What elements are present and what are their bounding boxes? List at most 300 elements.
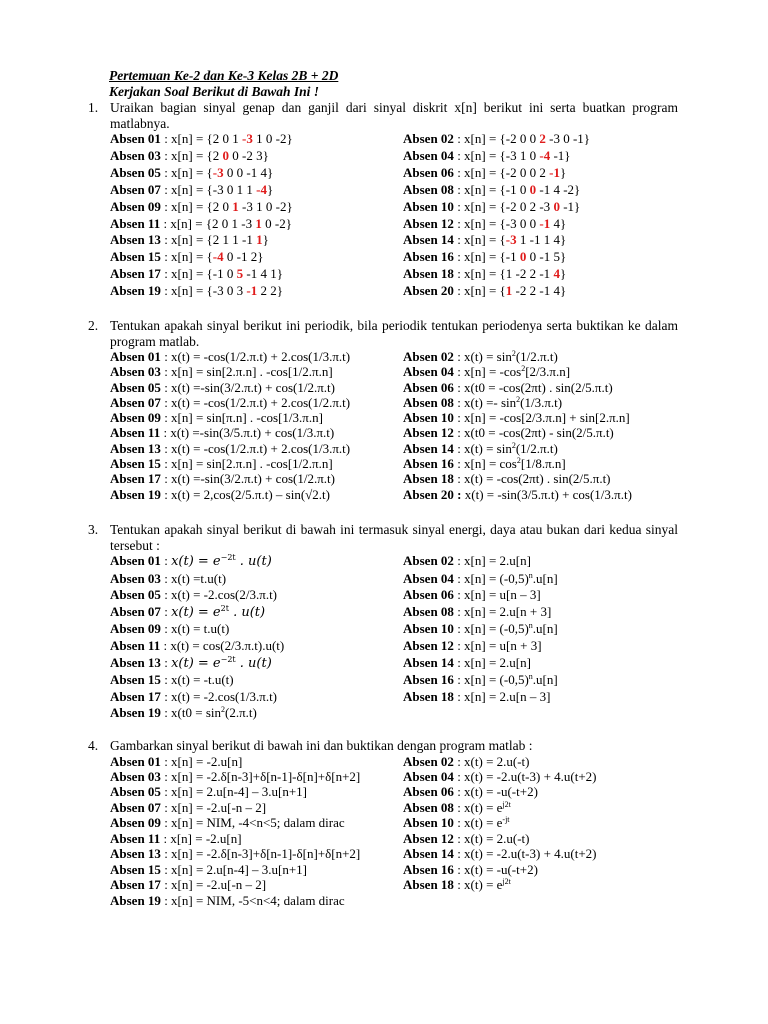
absen-label: Absen 20 : xyxy=(403,486,462,502)
highlighted-origin-value: -1 xyxy=(549,164,560,180)
signal-values: -3 1 0 -2} xyxy=(238,198,293,214)
absen-label: Absen 11 xyxy=(110,637,161,653)
absen-entry xyxy=(110,571,403,588)
signal-values: 0 -2} xyxy=(261,215,292,231)
absen-entry xyxy=(403,638,683,655)
document-header xyxy=(109,68,338,100)
absen-entry xyxy=(110,769,403,784)
signal-values: 4} xyxy=(550,215,567,231)
signal-expression: : x[n] = 2.u[n + 3] xyxy=(453,603,552,619)
question-number: 2. xyxy=(88,318,99,333)
signal-expression: : x[n] = u[n + 3] xyxy=(453,637,542,653)
exponent: 2 xyxy=(521,364,526,374)
signal-expression: : x(t) = -cos(1/2.π.t) + 2.cos(1/3.π.t) xyxy=(160,349,351,364)
signal-expression: x(t) = -sin(3/5.π.t) + cos(1/3.π.t) xyxy=(461,486,632,502)
absen-entry xyxy=(403,283,683,300)
absen-label: Absen 09 xyxy=(110,410,161,426)
absen-label: Absen 09 xyxy=(110,815,161,831)
highlighted-origin-value: -1 xyxy=(539,215,551,231)
absen-label: Absen 06 xyxy=(403,784,454,800)
signal-values: : x[n] = { xyxy=(160,249,213,265)
meeting-title: Pertemuan Ke-2 dan Ke-3 Kelas 2B + 2D xyxy=(109,68,339,83)
absen-label: Absen 09 xyxy=(110,621,161,637)
absen-label: Absen 01 xyxy=(110,349,161,364)
absen-entry xyxy=(110,182,403,199)
absen-entry xyxy=(110,604,403,622)
absen-entry xyxy=(403,199,683,216)
answer-list xyxy=(110,349,678,502)
signal-expression: : x(t) = -2.cos(2/3.π.t) xyxy=(160,587,278,603)
absen-entry xyxy=(110,655,403,673)
highlighted-origin-value: 1 xyxy=(256,232,263,248)
absen-entry xyxy=(403,877,683,892)
question-number: 1. xyxy=(88,100,99,115)
highlighted-origin-value: 2 xyxy=(539,131,546,146)
math-tail: . u(t) xyxy=(235,655,272,671)
absen-label: Absen 02 xyxy=(403,349,454,364)
signal-expression: : x[n] = 2.u[n-4] – 3.u[n+1] xyxy=(160,861,308,877)
absen-entry xyxy=(110,672,403,689)
absen-entry xyxy=(110,471,403,486)
absen-label: Absen 03 xyxy=(110,147,161,163)
absen-entry xyxy=(403,349,683,364)
signal-values: : x[n] = {2 0 xyxy=(160,198,233,214)
question-text: Uraikan bagian sinyal genap dan ganjil dari sinyal diskrit x[n] berikut ini serta buatkan program matlabnya. xyxy=(110,100,678,131)
absen-entry xyxy=(403,587,683,604)
absen-entry xyxy=(403,380,683,395)
signal-expression: : x[n] = -2.δ[n-3]+δ[n-1]-δ[n]+δ[n+2] xyxy=(160,768,361,784)
absen-label: Absen 15 xyxy=(110,249,161,265)
absen-label: Absen 18 xyxy=(403,266,454,282)
absen-label: Absen 05 xyxy=(110,164,161,180)
absen-entry xyxy=(403,784,683,799)
exponent: 2 xyxy=(511,349,516,358)
absen-entry xyxy=(110,165,403,182)
question-2 xyxy=(88,318,678,502)
signal-expression: : x(t) = 2,cos(2/5.π.t) – sin(√2.t) xyxy=(160,486,331,502)
absen-entry xyxy=(403,425,683,440)
signal-expression: : x(t) = -cos(2πt) . sin(2/5.π.t) xyxy=(453,471,611,487)
signal-values: : x[n] = {1 -2 2 -1 xyxy=(453,266,554,282)
signal-expression: : x(t) = e xyxy=(453,799,503,815)
absen-label: Absen 12 xyxy=(403,425,454,441)
question-number: 3. xyxy=(88,522,99,537)
absen-label: Absen 19 xyxy=(110,283,161,299)
signal-expression: : x[n] = sin[2.π.n] . -cos[1/2.π.n] xyxy=(160,456,333,472)
absen-entry xyxy=(110,877,403,892)
absen-entry xyxy=(110,364,403,379)
absen-label: Absen 05 xyxy=(110,784,161,800)
signal-expression: : x(t0 = -cos(2πt) - sin(2/5.π.t) xyxy=(453,425,614,441)
absen-entry xyxy=(110,249,403,266)
absen-label: Absen 06 xyxy=(403,379,454,395)
absen-label: Absen 03 xyxy=(110,364,161,380)
signal-values: : x[n] = {-3 0 3 xyxy=(160,283,247,299)
signal-expression: : x(t0 = -cos(2πt) . sin(2/5.π.t) xyxy=(453,379,613,395)
signal-expression: : xyxy=(160,603,172,619)
absen-label: Absen 04 xyxy=(403,147,454,163)
math-expression xyxy=(171,656,272,671)
signal-values: : x[n] = {-3 1 0 xyxy=(453,147,540,163)
absen-entry xyxy=(403,165,683,182)
absen-label: Absen 08 xyxy=(403,394,454,410)
math-expression xyxy=(171,605,265,620)
absen-entry xyxy=(403,800,683,815)
signal-expression: : x(t) = e xyxy=(453,877,503,893)
signal-expression: : x[n] = sin[π.n] . -cos[1/3.π.n] xyxy=(160,410,323,426)
math-tail: . u(t) xyxy=(235,554,272,569)
absen-entry xyxy=(403,831,683,846)
absen-entry xyxy=(110,754,403,769)
absen-entry xyxy=(403,232,683,249)
signal-expression: : x(t) = t.u(t) xyxy=(160,621,230,637)
highlighted-origin-value: 5 xyxy=(236,266,244,282)
absen-label: Absen 18 xyxy=(403,471,454,487)
signal-values: : x[n] = { xyxy=(453,232,506,248)
signal-expression: : x(t) = -cos(1/2.π.t) + 2.cos(1/2.π.t) xyxy=(160,394,351,410)
signal-expression-tail: (1/2.π.t) xyxy=(515,440,558,456)
signal-expression: : x[n] = -2.u[n] xyxy=(160,830,242,846)
signal-expression: : x[n] = -cos xyxy=(453,364,522,380)
absen-entry xyxy=(110,380,403,395)
signal-expression: : x(t) = cos(2/3.π.t).u(t) xyxy=(160,637,285,653)
absen-entry xyxy=(110,638,403,655)
absen-entry xyxy=(110,148,403,165)
absen-label: Absen 03 xyxy=(110,570,161,586)
signal-expression: : x[n] = -2.u[-n – 2] xyxy=(160,877,267,893)
question-3 xyxy=(88,522,678,722)
signal-expression-tail: (1/2.π.t) xyxy=(515,349,558,364)
highlighted-origin-value: 4 xyxy=(553,266,560,282)
absen-label: Absen 05 xyxy=(110,379,161,395)
highlighted-origin-value: 0 xyxy=(553,198,560,214)
signal-expression: : x(t) = sin xyxy=(453,440,512,456)
absen-label: Absen 03 xyxy=(110,768,161,784)
signal-values: } xyxy=(266,181,274,197)
absen-label: Absen 14 xyxy=(403,440,454,456)
signal-expression-tail: .u[n] xyxy=(532,621,558,637)
absen-label: Absen 11 xyxy=(110,830,161,846)
exponent: 2 xyxy=(221,705,225,715)
signal-values: : x[n] = {-1 0 xyxy=(453,181,530,197)
absen-entry xyxy=(110,425,403,440)
absen-entry xyxy=(110,456,403,471)
absen-entry xyxy=(110,621,403,638)
absen-label: Absen 17 xyxy=(110,266,161,282)
absen-entry xyxy=(110,705,403,722)
absen-label: Absen 16 xyxy=(403,249,454,265)
highlighted-origin-value: 1 xyxy=(232,198,239,214)
absen-entry xyxy=(403,754,683,769)
signal-expression: : x[n] = -2.u[-n – 2] xyxy=(160,799,267,815)
highlighted-origin-value: -4 xyxy=(539,147,551,163)
absen-entry xyxy=(403,487,683,502)
highlighted-origin-value: -3 xyxy=(242,131,253,146)
absen-label: Absen 02 xyxy=(403,753,454,769)
absen-label: Absen 18 xyxy=(403,877,454,893)
question-text: Tentukan apakah sinyal berikut ini periodik, bila periodik tentukan periodenya serta buktikan ke dalam program matlab. xyxy=(110,318,678,349)
highlighted-origin-value: -4 xyxy=(212,249,224,265)
question-number: 4. xyxy=(88,738,99,753)
signal-expression: : x(t) = -u(-t+2) xyxy=(453,861,538,877)
instruction-title: Kerjakan Soal Berikut di Bawah Ini ! xyxy=(109,84,320,99)
absen-entry xyxy=(110,199,403,216)
absen-label: Absen 16 xyxy=(403,456,454,472)
absen-entry xyxy=(403,249,683,266)
absen-label: Absen 19 xyxy=(110,486,161,502)
signal-values: : x[n] = {-1 0 xyxy=(160,266,237,282)
absen-label: Absen 17 xyxy=(110,877,161,893)
absen-entry xyxy=(110,862,403,877)
signal-values: : x[n] = {-2 0 2 -3 xyxy=(453,198,554,214)
signal-values: : x[n] = {-3 0 0 xyxy=(453,215,540,231)
exponent: n xyxy=(528,570,533,580)
absen-label: Absen 08 xyxy=(403,603,454,619)
signal-expression: : x[n] = 2.u[n – 3] xyxy=(453,688,551,704)
absen-entry xyxy=(110,410,403,425)
absen-label: Absen 01 xyxy=(110,753,161,769)
absen-entry xyxy=(403,364,683,379)
absen-entry xyxy=(403,266,683,283)
question-1 xyxy=(88,100,678,300)
signal-values: : x[n] = { xyxy=(453,283,506,299)
signal-values: 0 0 -1 4} xyxy=(223,164,274,180)
highlighted-origin-value: -3 xyxy=(505,232,517,248)
signal-expression: : x(t0 = sin xyxy=(160,705,221,721)
absen-label: Absen 13 xyxy=(110,440,161,456)
absen-label: Absen 14 xyxy=(403,846,454,862)
absen-entry xyxy=(110,232,403,249)
signal-expression: : x(t) = -2.u(t-3) + 4.u(t+2) xyxy=(453,846,597,862)
signal-expression: : x(t) = -2.u(t-3) + 4.u(t+2) xyxy=(453,768,597,784)
exponent: -jt xyxy=(502,815,510,825)
absen-label: Absen 04 xyxy=(403,570,454,586)
absen-label: Absen 10 xyxy=(403,198,454,214)
highlighted-origin-value: -3 xyxy=(212,164,224,180)
absen-entry xyxy=(403,655,683,673)
absen-label: Absen 16 xyxy=(403,672,454,688)
signal-expression: : x(t) = -cos(1/2.π.t) + 2.cos(1/3.π.t) xyxy=(160,440,351,456)
signal-expression: : x[n] = -2.u[n] xyxy=(160,753,243,769)
absen-entry xyxy=(110,395,403,410)
signal-expression: : x(t) =-sin(3/2.π.t) + cos(1/2.π.t) xyxy=(160,379,335,395)
absen-label: Absen 17 xyxy=(110,471,161,487)
absen-entry xyxy=(403,862,683,877)
absen-entry xyxy=(403,815,683,830)
signal-values: : x[n] = {-2 0 0 2 xyxy=(453,164,550,180)
exponent: 2 xyxy=(516,394,521,404)
absen-entry xyxy=(403,553,683,571)
signal-expression-tail: .u[n] xyxy=(532,672,558,688)
absen-label: Absen 01 xyxy=(110,131,161,146)
math-expression xyxy=(171,554,272,569)
signal-values: : x[n] = {2 1 1 -1 xyxy=(160,232,257,248)
absen-entry xyxy=(110,216,403,233)
absen-entry xyxy=(403,216,683,233)
signal-values: : x[n] = {2 0 1 -3 xyxy=(160,215,256,231)
absen-entry xyxy=(403,456,683,471)
signal-expression: : x[n] = sin[2.π.n] . -cos[1/2.π.n] xyxy=(160,364,333,380)
signal-expression-tail: (1/3.π.t) xyxy=(520,394,563,410)
signal-expression-tail: .u[n] xyxy=(532,570,558,586)
signal-expression: : x(t) = 2.u(-t) xyxy=(453,753,530,769)
signal-values: : x[n] = {2 0 1 xyxy=(160,131,243,146)
absen-entry xyxy=(403,395,683,410)
absen-entry xyxy=(110,441,403,456)
absen-label: Absen 17 xyxy=(110,688,161,704)
signal-expression-tail: [2/3.π.n] xyxy=(525,364,571,380)
absen-label: Absen 20 xyxy=(403,283,454,299)
exponent: n xyxy=(528,621,533,631)
exponent: 2 xyxy=(516,456,521,466)
absen-entry xyxy=(110,487,403,502)
signal-expression: : x(t) = -2.cos(1/3.π.t) xyxy=(160,688,278,704)
math-tail: . u(t) xyxy=(228,604,266,620)
absen-entry xyxy=(403,672,683,689)
absen-entry xyxy=(403,441,683,456)
math-base: x(t) = e xyxy=(171,604,221,620)
exponent: j2t xyxy=(502,877,511,887)
absen-entry xyxy=(110,689,403,706)
absen-entry xyxy=(403,769,683,784)
signal-expression: : x(t) = 2.u(-t) xyxy=(453,830,530,846)
absen-label: Absen 15 xyxy=(110,672,161,688)
absen-label: Absen 02 xyxy=(403,553,454,568)
math-base: x(t) = e xyxy=(171,655,221,671)
math-exponent: −2t xyxy=(220,654,236,664)
absen-label: Absen 13 xyxy=(110,232,161,248)
absen-entry xyxy=(403,148,683,165)
exponent: j2t xyxy=(502,799,511,809)
absen-label: Absen 12 xyxy=(403,637,454,653)
signal-expression: : x(t) =t.u(t) xyxy=(160,570,227,586)
signal-expression: : x(t) =-sin(3/2.π.t) + cos(1/2.π.t) xyxy=(160,471,335,487)
absen-label: Absen 19 xyxy=(110,892,161,908)
signal-values: -1} xyxy=(559,198,581,214)
signal-values: 1 -1 1 4} xyxy=(516,232,567,248)
absen-label: Absen 09 xyxy=(110,198,161,214)
absen-entry xyxy=(110,800,403,815)
absen-label: Absen 12 xyxy=(403,215,454,231)
absen-label: Absen 14 xyxy=(403,654,454,670)
question-4 xyxy=(88,738,678,908)
absen-entry xyxy=(110,815,403,830)
signal-values: 2 2} xyxy=(257,283,283,299)
signal-values: 0 -1 2} xyxy=(223,249,264,265)
signal-expression: : x[n] = NIM, -4<n<5; dalam dirac xyxy=(160,815,345,831)
absen-entry xyxy=(403,604,683,622)
absen-label: Absen 14 xyxy=(403,232,454,248)
absen-entry xyxy=(403,621,683,638)
signal-expression: : x[n] = (-0,5) xyxy=(453,570,529,586)
absen-entry xyxy=(110,831,403,846)
highlighted-origin-value: -1 xyxy=(246,283,258,299)
question-text: Tentukan apakah sinyal berikut di bawah ini termasuk sinyal energi, daya atau bukan dari kedua sinyal tersebut : xyxy=(110,522,678,553)
absen-entry xyxy=(110,349,403,364)
answer-list xyxy=(110,553,678,722)
absen-label: Absen 07 xyxy=(110,181,161,197)
signal-expression-tail: (2.π.t) xyxy=(225,705,257,721)
absen-entry xyxy=(403,846,683,861)
absen-entry xyxy=(403,182,683,199)
signal-expression: : x[n] = u[n – 3] xyxy=(453,587,541,603)
signal-expression: : x[n] = 2.u[n] xyxy=(453,553,531,568)
absen-label: Absen 13 xyxy=(110,654,161,670)
absen-entry xyxy=(110,131,403,148)
signal-values: } xyxy=(559,266,567,282)
absen-label: Absen 08 xyxy=(403,799,454,815)
absen-label: Absen 19 xyxy=(110,705,161,721)
signal-expression: : x(t) = -u(-t+2) xyxy=(453,784,538,800)
highlighted-origin-value: 0 xyxy=(519,249,527,265)
highlighted-origin-value: 0 xyxy=(529,181,537,197)
absen-label: Absen 06 xyxy=(403,587,454,603)
signal-values: : x[n] = { xyxy=(160,164,213,180)
absen-label: Absen 04 xyxy=(403,364,454,380)
absen-label: Absen 12 xyxy=(403,830,454,846)
signal-expression: : x[n] = cos xyxy=(453,456,517,472)
signal-values: } xyxy=(559,164,567,180)
signal-expression: : x[n] = -2.δ[n-3]+δ[n-1]-δ[n]+δ[n+2] xyxy=(160,846,361,862)
question-text: Gambarkan sinyal berikut di bawah ini dan buktikan dengan program matlab : xyxy=(110,738,533,753)
signal-expression: : x(t) =-sin(3/5.π.t) + cos(1/3.π.t) xyxy=(160,425,335,441)
signal-expression: : xyxy=(160,553,172,568)
signal-values: : x[n] = {2 xyxy=(160,147,223,163)
signal-values: 1 0 -2} xyxy=(252,131,293,146)
absen-entry xyxy=(403,689,683,706)
absen-label: Absen 07 xyxy=(110,603,161,619)
signal-expression: : x(t) =- sin xyxy=(453,394,517,410)
absen-label: Absen 13 xyxy=(110,846,161,862)
absen-label: Absen 15 xyxy=(110,456,161,472)
absen-label: Absen 05 xyxy=(110,587,161,603)
math-exponent: −2t xyxy=(220,553,236,562)
absen-label: Absen 11 xyxy=(110,215,161,231)
absen-label: Absen 10 xyxy=(403,410,454,426)
signal-values: -1} xyxy=(550,147,571,163)
absen-label: Absen 15 xyxy=(110,861,161,877)
absen-label: Absen 07 xyxy=(110,394,161,410)
signal-expression: : x[n] = NIM, -5<n<4; dalam dirac xyxy=(160,892,345,908)
signal-values: -1 4 1} xyxy=(243,266,283,282)
signal-values: -2 2 -1 4} xyxy=(512,283,567,299)
absen-entry xyxy=(403,131,683,148)
highlighted-origin-value: -4 xyxy=(256,181,267,197)
absen-label: Absen 10 xyxy=(403,621,454,637)
absen-label: Absen 11 xyxy=(110,425,161,441)
signal-expression-tail: [1/8.π.n] xyxy=(520,456,566,472)
signal-values: 0 -1 5} xyxy=(526,249,567,265)
signal-expression: : xyxy=(160,654,172,670)
signal-values: -3 0 -1} xyxy=(545,131,591,146)
signal-values: 0 -2 3} xyxy=(229,147,269,163)
absen-label: Absen 02 xyxy=(403,131,454,146)
absen-entry xyxy=(403,571,683,588)
absen-entry xyxy=(110,784,403,799)
absen-entry xyxy=(110,893,403,908)
signal-values: : x[n] = {-3 0 1 1 xyxy=(160,181,257,197)
absen-label: Absen 16 xyxy=(403,861,454,877)
math-base: x(t) = e xyxy=(171,554,221,569)
signal-values: : x[n] = {-1 xyxy=(453,249,520,265)
signal-expression: : x[n] = (-0,5) xyxy=(453,621,529,637)
signal-expression: : x[n] = 2.u[n] xyxy=(453,654,531,670)
absen-label: Absen 18 xyxy=(403,688,454,704)
signal-values: : x[n] = {-2 0 0 xyxy=(453,131,540,146)
absen-label: Absen 06 xyxy=(403,164,454,180)
absen-entry xyxy=(110,587,403,604)
absen-label: Absen 07 xyxy=(110,799,161,815)
